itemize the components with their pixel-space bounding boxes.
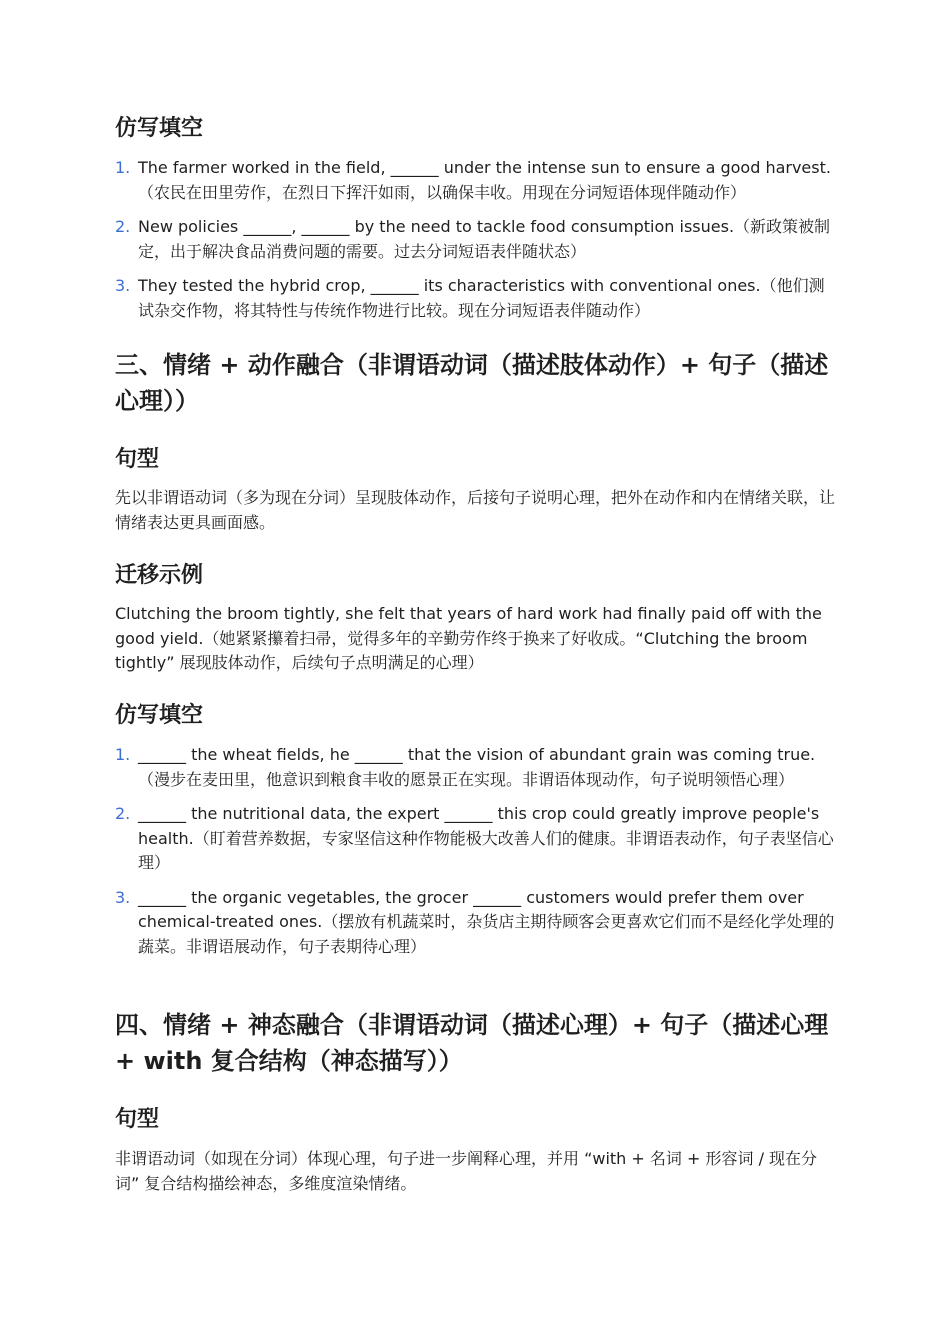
list-item-text: They tested the hybrid crop, ______ its characteristics with conventional ones.（他们测试杂交作物，将其特性与传统作物进行比较。现在分词短语表伴随动作） [138,276,825,320]
list-item [115,886,837,960]
list-item [115,274,837,323]
list-number: 3. [115,276,131,295]
list-number: 3. [115,887,131,907]
list-item [115,156,837,205]
fill-in-list [115,743,837,969]
list-item [115,802,837,876]
example-text: Clutching the broom tightly, she felt that years of hard work had finally paid off with the good yield.（她紧紧攥着扫帚，觉得多年的辛勤劳作终于换来了好收成。“Clutching the broom tightly” 展现肢体动作，后续句子点明满足的心理） [115,604,822,672]
fill-in-list [115,156,837,333]
pattern-text: 非谓语动词（如现在分词）体现心理，句子进一步阐释心理，并用 “with + 名词 + 形容词 / 现在分词” 复合结构描绘神态，多维度渲染情绪。 [115,1149,818,1193]
fill-in-heading: 仿写填空 [115,703,204,728]
list-item-text: ______ the organic vegetables, the grocer ______ customers would prefer them over chemical-treated ones.（摆放有机蔬菜时，杂货店主期待顾客会更喜欢它们而不是经化学处理的蔬菜。非谓语展动作，句子表期待心理） [138,887,835,956]
example-heading: 迁移示例 [115,563,204,588]
list-item-text: ______ the nutritional data, the expert ______ this crop could greatly improve people's health.（盯着营养数据，专家坚信这种作物能极大改善人们的健康。非谓语表动作，句子表坚信心理） [138,804,834,872]
fill-in-heading: 仿写填空 [115,116,204,141]
list-number: 1. [115,158,131,177]
list-item [115,215,837,264]
list-number: 2. [115,804,131,823]
list-item-text: The farmer worked in the field, ______ under the intense sun to ensure a good harvest.（农民在田里劳作，在烈日下挥汗如雨，以确保丰收。用现在分词短语体现伴随动作） [138,158,831,202]
pattern-text: 先以非谓语动词（多为现在分词）呈现肢体动作，后接句子说明心理，把外在动作和内在情绪关联，让情绪表达更具画面感。 [115,488,836,532]
list-item-text: ______ the wheat fields, he ______ that the vision of abundant grain was coming true.（漫步在麦田里，他意识到粮食丰收的愿景正在实现。非谓语体现动作，句子说明领悟心理） [138,745,816,789]
section-4-title: 四、情绪 + 神态融合（非谓语动词（描述心理）+ 句子（描述心理 + with 复合结构（神态描写）） [115,1011,829,1075]
pattern-heading: 句型 [115,1107,160,1132]
list-item [115,743,837,792]
list-number: 1. [115,745,131,764]
section-3-title: 三、情绪 + 动作融合（非谓语动词（描述肢体动作）+ 句子（描述心理）） [115,351,829,415]
list-number: 2. [115,217,131,236]
pattern-heading: 句型 [115,447,160,472]
list-item-text: New policies ______, ______ by the need to tackle food consumption issues.（新政策被制定，出于解决食品消费问题的需要。过去分词短语表伴随状态） [138,217,831,261]
